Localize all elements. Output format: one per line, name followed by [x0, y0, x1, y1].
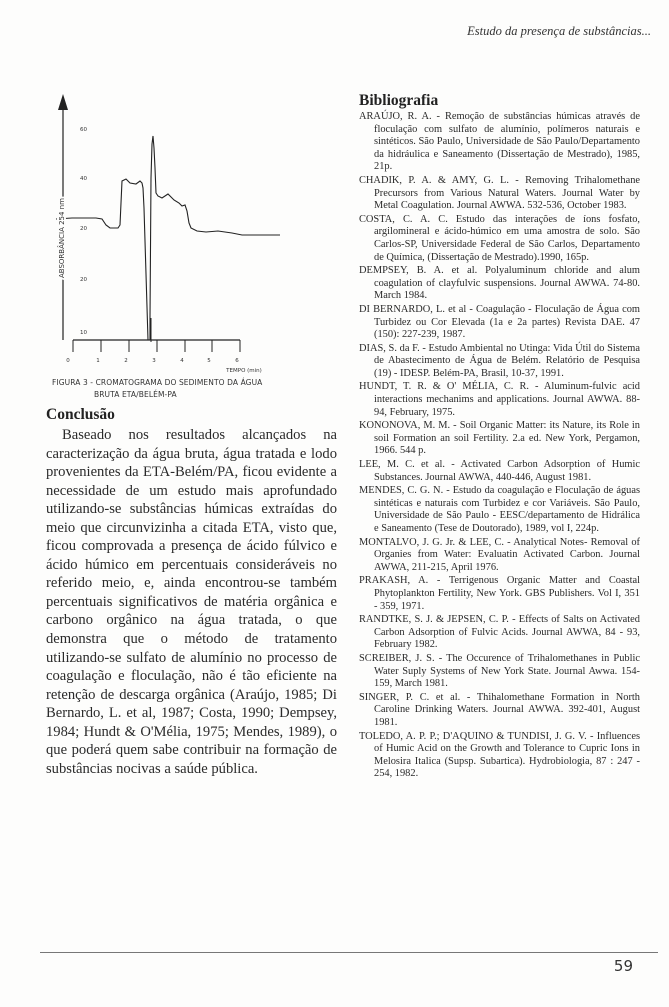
reference-item: COSTA, C. A. C. Estudo das interações de íons fosfato, argilomineral e ácido-húmico em uma amostra de solo. São Carlos-SP, Universidade Federal de São Carlos, Departamento de Química, (Dissertação de Mestrado).1990, 165p.	[359, 213, 640, 263]
reference-item: KONONOVA, M. M. - Soil Organic Matter: its Nature, its Role in soil Formation an soil Fertility. 2.a ed. New York, Pergamon, 1966. 544 p.	[359, 420, 640, 457]
reference-item: DIAS, S. da F. - Estudo Ambiental no Utinga: Vida Útil do Sistema de Abastecimento de Água de Belém. Relatório de Pesquisa (19) - IDESP. Belém-PA, Brasil, 10-37, 1991.	[359, 342, 640, 379]
y-axis-arrow-icon	[58, 94, 68, 110]
reference-item: MONTALVO, J. G. Jr. & LEE, C. - Analytical Notes- Removal of Organies from Water: Evaluatin Activated Carbon. Journal AWWA, 211-215, April 1976.	[359, 536, 640, 573]
reference-item: RANDTKE, S. J. & JEPSEN, C. P. - Effects of Salts on Activated Carbon Adsorption of Fulvic Acids. Journal AWWA, 84 - 93, February 1982.	[359, 614, 640, 651]
x-tick-label: 1	[96, 358, 100, 364]
y-tick-label: 10	[80, 330, 87, 336]
reference-item: MENDES, C. G. N. - Estudo da coagulação e Floculação de águas sintéticas e naturais com Turbidez e cor Variáveis. São Paulo, Universidade de São Paulo - EESC/departamento de Hidrálica e Saneamento (Tese de Doutorado), 1989, vol I, 224p.	[359, 485, 640, 534]
caption-line-1: FIGURA 3 - CROMATOGRAMA DO SEDIMENTO DA ÁGUA	[52, 378, 263, 387]
conclusion-section	[46, 406, 337, 778]
y-tick-label: 60	[80, 127, 87, 133]
reference-item: HUNDT, T. R. & O' MÉLIA, C. R. - Aluminum-fulvic acid interactions mechanims and applications. Journal AWWA. 88-94, February, 1975.	[359, 381, 640, 418]
x-tick-label: 2	[124, 358, 128, 364]
x-tick-label: 6	[235, 358, 239, 364]
reference-item: ARAÚJO, R. A. - Remoção de substâncias húmicas através de floculação com sulfato de alumínio, polímeros naturais e sintéticos. São Paulo, Universidade de São Paulo/Departamento da hidráulica e Saneamento (Dissertação de Mestrado), 1985, 21p.	[359, 111, 640, 173]
y-tick-label: 20	[80, 277, 87, 283]
footer-rule	[40, 952, 658, 953]
caption-line-2: BRUTA ETA/BELÉM-PA	[94, 390, 177, 399]
x-axis-label: TEMPO (min)	[226, 368, 262, 374]
x-tick-label: 0	[66, 358, 70, 364]
figure-caption	[52, 378, 342, 399]
x-tick-label: 4	[180, 358, 184, 364]
conclusion-heading: Conclusão	[46, 406, 115, 423]
bibliography-heading: Bibliografia	[359, 92, 439, 109]
conclusion-paragraph: Baseado nos resultados alcançados na caracterização da água bruta, água tratada e lodo provenientes da ETA-Belém/PA, ficou evidente a necessidade de um estudo mais aprofundado utilizando-se substâncias húmicas extraídas do meio que circunvizinha a citada ETA, visto que, ficou comprovada a presença de ácido fúlvico e ácido húmico em percentuais consideráveis no referido meio, e, ainda encontrou-se também percentuais significativos de matéria orgânica e carbono orgânico na água tratada, o que demonstra que o método de tratamento utilizando-se sulfato de alumínio no processo de coagulação e floculação, não é tão eficiente na retenção de descarga orgânica (Araújo, 1985; Di Bernardo, L. et al, 1987; Costa, 1990; Dempsey, 1984; Hundt & O'Mélia, 1975; Mendes, 1989), o que poderá quem sabe contribuir na formação de substâncias nocivas a saúde pública.	[46, 427, 337, 777]
y-tick-label: 40	[80, 176, 87, 182]
reference-item: PRAKASH, A. - Terrigenous Organic Matter and Coastal Phytoplankton Fertility, New York. GBS Publishers. Vol I, 351 - 359, 1971.	[359, 575, 640, 612]
page-number: 59	[613, 957, 633, 975]
reference-item: TOLEDO, A. P. P.; D'AQUINO & TUNDISI, J. G. V. - Influences of Humic Acid on the Growth and Tolerance to Cupric Ions in Melosira Italica (Supsp. Subartica). Hydrobiologia, 87 : 247 - 254, 1982.	[359, 730, 640, 780]
running-header: Estudo da presença de substâncias...	[467, 24, 651, 38]
y-tick-label: 20	[80, 226, 87, 232]
chromatogram-chart	[44, 88, 304, 378]
reference-item: DEMPSEY, B. A. et al. Polyaluminum chloride and alum coagulation of clayfulvic suspensions. Journal AWWA. 74-80. March 1984.	[359, 265, 640, 302]
bibliography-section	[359, 92, 640, 782]
y-axis-label: ABSORBÂNCIA 254 nm	[58, 198, 66, 278]
reference-item: LEE, M. C. et al. - Activated Carbon Adsorption of Humic Substances. Journal AWWA, 440-446, August 1981.	[359, 459, 640, 483]
reference-item: SINGER, P. C. et al. - Thihalomethane Formation in North Caroline Drinking Waters. Journal AWWA. 392-401, August 1981.	[359, 691, 640, 728]
reference-item: DI BERNARDO, L. et al - Coagulação - Floculação de Água com Turbidez ou Cor Elevada (1a e 2a partes) Revista DAE. 47 (150): 227-239, 1987.	[359, 303, 640, 341]
reference-item: SCREIBER, J. S. - The Occurence of Trihalomethanes in Public Water Suply Systems of New York State. Journal Awwa. 154-159, March 1981.	[359, 652, 640, 690]
x-tick-label: 3	[152, 358, 156, 364]
x-tick-label: 5	[207, 358, 211, 364]
chromatogram-figure	[44, 88, 304, 378]
reference-item: CHADIK, P. A. & AMY, G. L. - Removing Trihalomethane Precursors from Various Natural Waters. Journal Water by Metal Coagulation. Journal AWWA. 532-536, October 1983.	[359, 174, 640, 212]
